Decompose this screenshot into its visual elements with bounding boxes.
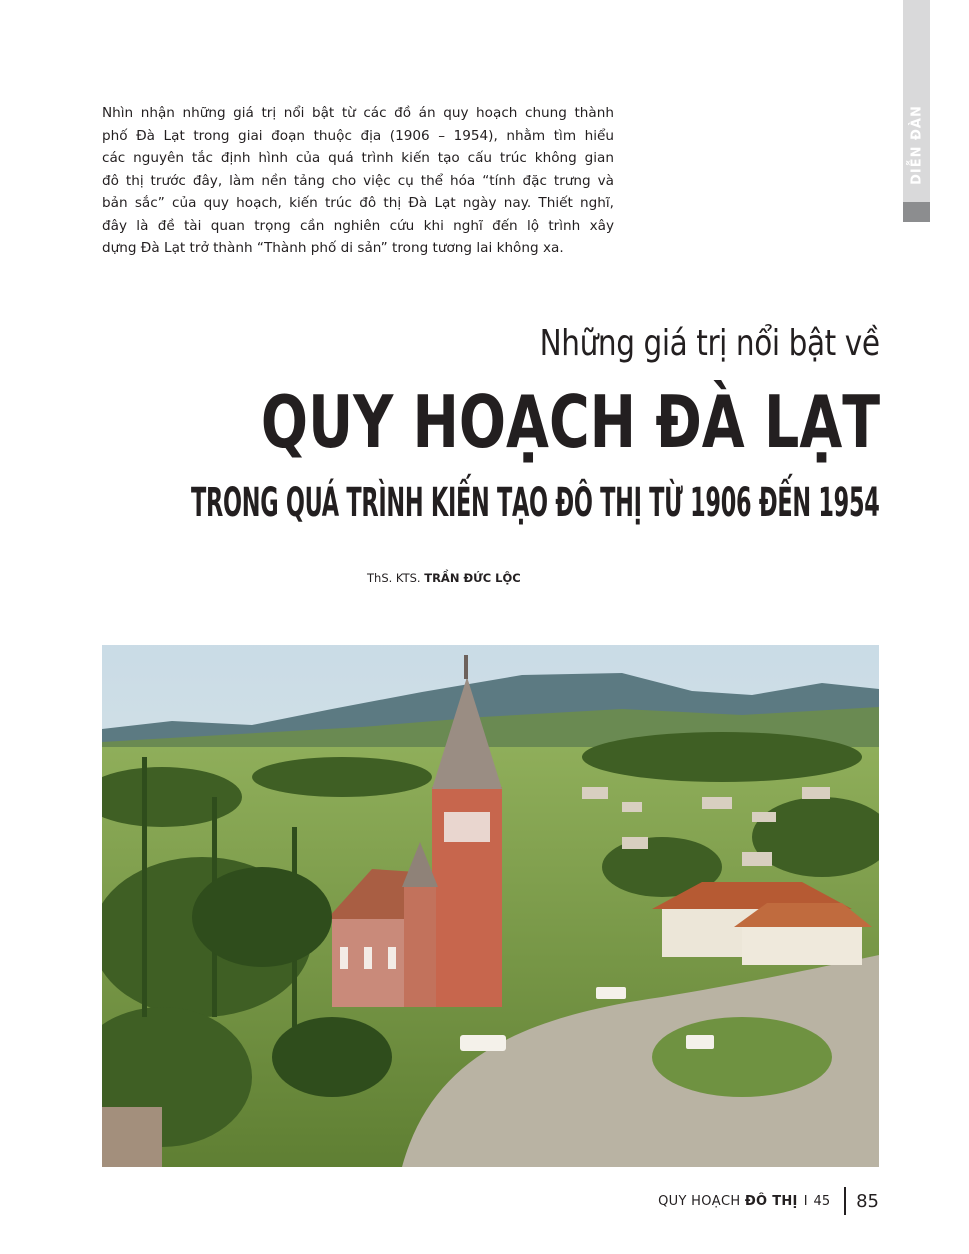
section-tab — [903, 0, 930, 222]
magazine-name-bold: ĐÔ THỊ — [744, 1193, 798, 1209]
footer-separator: I — [803, 1193, 808, 1209]
page-number: 85 — [856, 1190, 879, 1212]
intro-line: đô thị trước đây, làm nền tảng cho việc cụ thể hóa “tính đặc trưng và — [102, 172, 614, 189]
intro-line: đây là đề tài quan trọng cần nghiên cứu khi nghĩ đến lộ trình xây — [102, 217, 614, 234]
roundabout-green — [652, 1017, 832, 1097]
intro-line: dựng Đà Lạt trở thành “Thành phố di sản” trong tương lai không xa. — [102, 240, 564, 256]
intro-line: bản sắc” của quy hoạch, kiến trúc đô thị Đà Lạt ngày nay. Thiết nghĩ, — [102, 195, 614, 211]
footer-divider — [844, 1187, 846, 1215]
page-title: QUY HOẠCH ĐÀ LẠT — [260, 380, 880, 464]
title-kicker: Những giá trị nổi bật về — [540, 323, 880, 364]
intro-line: Nhìn nhận những giá trị nổi bật từ các đồ án quy hoạch chung thành — [102, 105, 614, 121]
section-tab-label: DIỄN ĐÀN — [909, 105, 924, 185]
author-byline — [367, 571, 521, 585]
foreground-roof — [102, 1107, 162, 1167]
author-name: TRẦN ĐỨC LỘC — [424, 571, 521, 585]
intro-paragraph — [102, 102, 614, 260]
intro-line: các nguyên tắc định hình của quá trình kiến tạo cấu trúc không gian — [102, 150, 614, 166]
issue-number: 45 — [813, 1193, 831, 1209]
page-subtitle: TRONG QUÁ TRÌNH KIẾN TẠO ĐÔ THỊ TỪ 1906 ĐẾN 1954 — [191, 480, 880, 526]
dalat-cathedral-photo — [102, 637, 879, 1167]
magazine-name — [658, 1194, 798, 1209]
section-tab-bar — [903, 202, 930, 222]
photo-top-border — [102, 637, 879, 645]
page-footer — [658, 1187, 879, 1215]
magazine-name-light: QUY HOẠCH — [658, 1193, 745, 1209]
author-credentials: ThS. KTS. — [367, 571, 425, 585]
intro-line: phố Đà Lạt trong giai đoạn thuộc địa (1906 – 1954), nhằm tìm hiểu — [102, 127, 614, 144]
photo-illustration — [102, 637, 879, 1167]
